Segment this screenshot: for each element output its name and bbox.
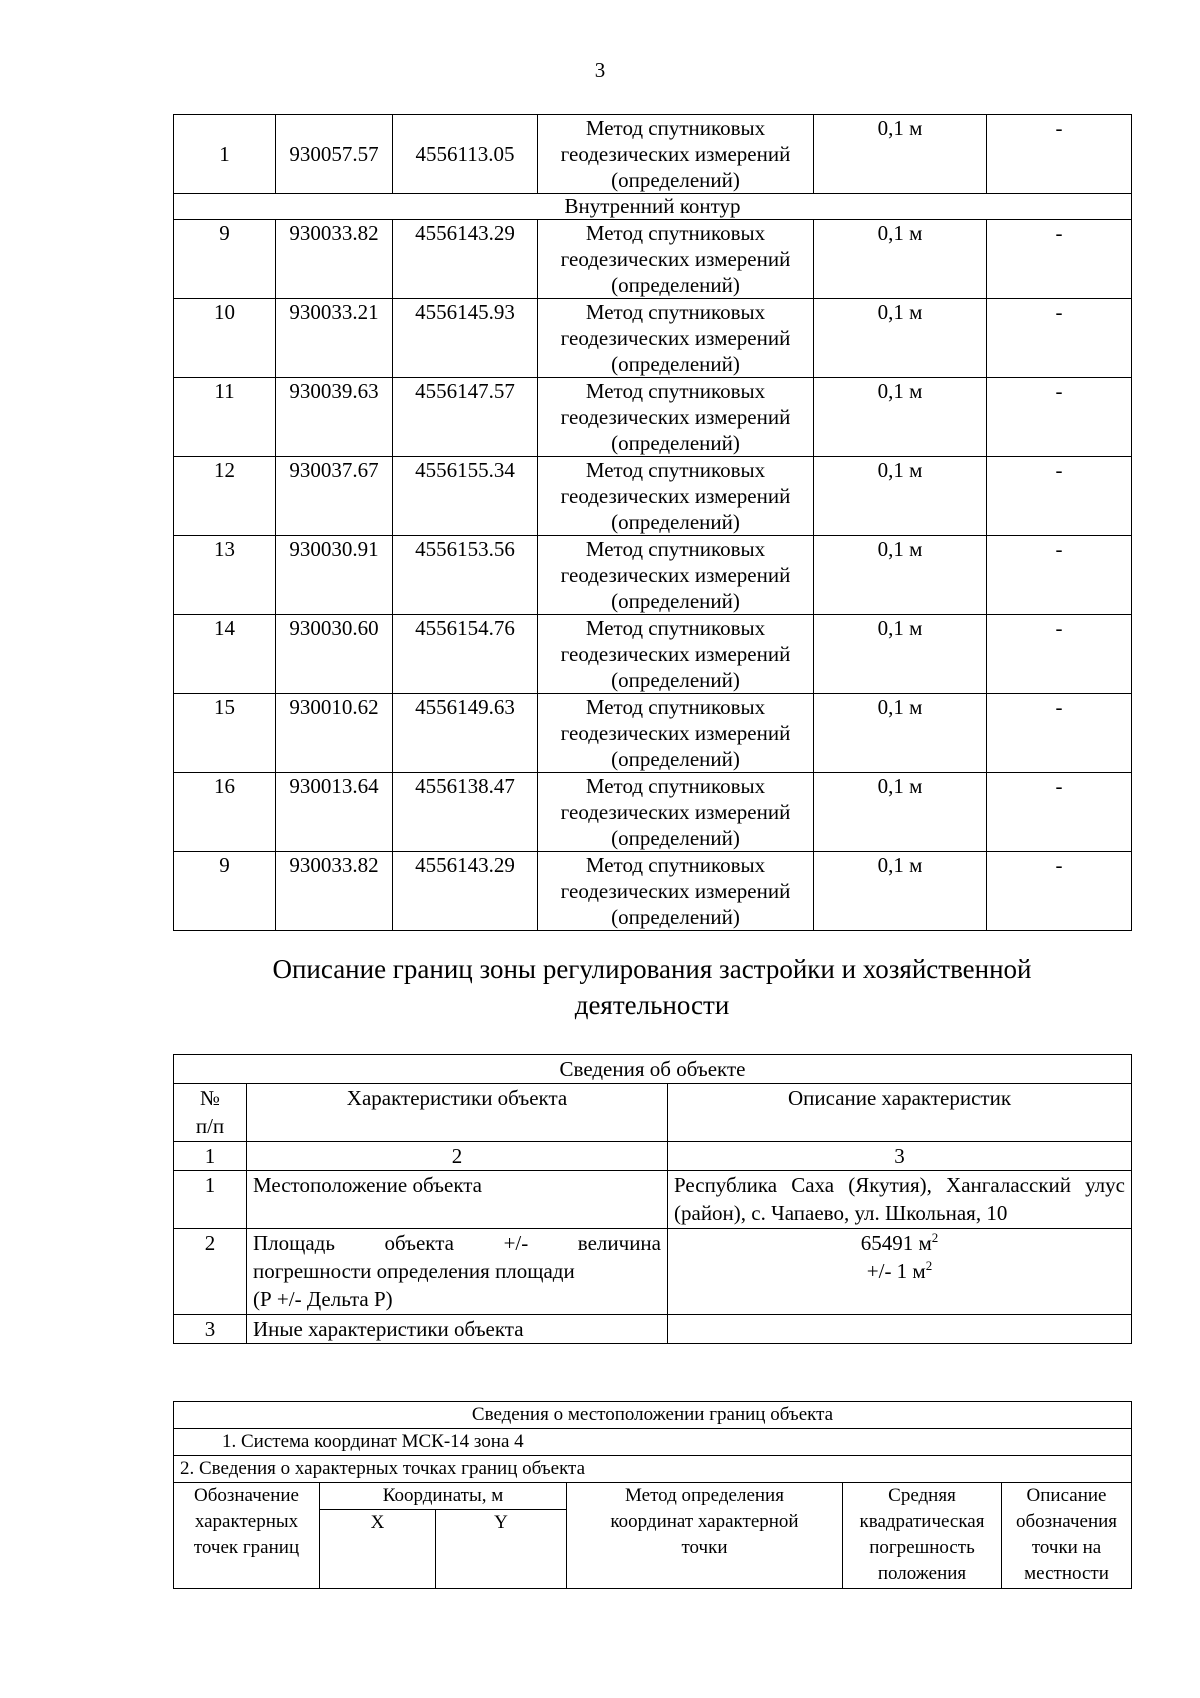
method-line: геодезических измерений xyxy=(560,142,791,166)
table-row xyxy=(174,299,1132,378)
header-designation xyxy=(174,1483,320,1589)
method-line: геодезических измерений xyxy=(560,721,791,745)
area-label-word: Площадь xyxy=(253,1231,335,1255)
point-description: - xyxy=(987,852,1132,931)
method-line: геодезических измерений xyxy=(560,484,791,508)
method-line: геодезических измерений xyxy=(560,247,791,271)
method xyxy=(538,694,814,773)
column-number-2: 2 xyxy=(247,1142,668,1171)
method-line: Метод спутниковых xyxy=(585,221,766,245)
method-line: геодезических измерений xyxy=(560,642,791,666)
error: 0,1 м xyxy=(814,115,987,194)
points-section-title: 2. Сведения о характерных точках границ объекта xyxy=(174,1456,1132,1483)
other-value xyxy=(668,1315,1132,1344)
header-line: точки xyxy=(681,1537,728,1558)
method-line: (определений) xyxy=(611,273,740,297)
coord-y: 4556153.56 xyxy=(393,536,538,615)
section-label: Внутренний контур xyxy=(174,194,1132,220)
header-line: квадратическая xyxy=(859,1511,985,1532)
area-value-text: 65491 м xyxy=(860,1231,932,1255)
header-description xyxy=(1002,1483,1132,1589)
error: 0,1 м xyxy=(814,536,987,615)
method-line: Метод спутниковых xyxy=(585,379,766,403)
method-line: геодезических измерений xyxy=(560,405,791,429)
header-error xyxy=(843,1483,1002,1589)
method xyxy=(538,115,814,194)
header-method xyxy=(567,1483,843,1589)
method xyxy=(538,615,814,694)
header-line: местности xyxy=(1024,1563,1109,1584)
area-value xyxy=(674,1229,1125,1257)
coord-y: 4556145.93 xyxy=(393,299,538,378)
coord-y: 4556143.29 xyxy=(393,220,538,299)
method-line: (определений) xyxy=(611,431,740,455)
header-line: Обозначение xyxy=(194,1485,299,1506)
table-row xyxy=(174,378,1132,457)
method xyxy=(538,457,814,536)
row-number: 1 xyxy=(174,1171,247,1229)
point-description: - xyxy=(987,536,1132,615)
method xyxy=(538,852,814,931)
point-number: 10 xyxy=(174,299,276,378)
coord-y: 4556155.34 xyxy=(393,457,538,536)
method-line: Метод спутниковых xyxy=(585,695,766,719)
error: 0,1 м xyxy=(814,694,987,773)
coord-y: 4556138.47 xyxy=(393,773,538,852)
area-label-first-line xyxy=(253,1229,661,1257)
method-line: (определений) xyxy=(611,168,740,192)
coordinates-table xyxy=(173,114,1132,931)
method-line: геодезических измерений xyxy=(560,800,791,824)
coord-y: 4556143.29 xyxy=(393,852,538,931)
method xyxy=(538,378,814,457)
area-error xyxy=(674,1257,1125,1285)
method xyxy=(538,299,814,378)
coord-x: 930013.64 xyxy=(276,773,393,852)
coord-y: 4556154.76 xyxy=(393,615,538,694)
area-error-text: +/- 1 м xyxy=(866,1259,926,1283)
error: 0,1 м xyxy=(814,457,987,536)
area-label-word: объекта xyxy=(384,1231,454,1255)
method-line: (определений) xyxy=(611,905,740,929)
method-line: (определений) xyxy=(611,747,740,771)
point-description: - xyxy=(987,378,1132,457)
method-line: (определений) xyxy=(611,352,740,376)
point-description: - xyxy=(987,457,1132,536)
area-label-word: величина xyxy=(577,1231,661,1255)
point-number: 13 xyxy=(174,536,276,615)
point-description: - xyxy=(987,694,1132,773)
method-line: геодезических измерений xyxy=(560,563,791,587)
method-line: Метод спутниковых xyxy=(585,300,766,324)
error: 0,1 м xyxy=(814,220,987,299)
table-row xyxy=(174,220,1132,299)
point-number: 12 xyxy=(174,457,276,536)
table-row xyxy=(174,615,1132,694)
inner-contour-row xyxy=(174,194,1132,220)
method-line: (определений) xyxy=(611,589,740,613)
header-number-line-2: п/п xyxy=(195,1114,225,1138)
header-characteristics: Характеристики объекта xyxy=(247,1084,668,1142)
coord-x: 930039.63 xyxy=(276,378,393,457)
location-value: Республика Саха (Якутия), Хангаласский улус (район), с. Чапаево, ул. Школьная, 10 xyxy=(668,1171,1132,1229)
method-line: Метод спутниковых xyxy=(585,458,766,482)
column-number-1: 1 xyxy=(174,1142,247,1171)
method-line: геодезических измерений xyxy=(560,879,791,903)
characteristic-area xyxy=(247,1229,668,1315)
section-title-line-2: деятельности xyxy=(574,990,730,1020)
header-coordinates: Координаты, м xyxy=(320,1483,567,1510)
table-row xyxy=(174,773,1132,852)
header-x: X xyxy=(320,1510,436,1589)
table-row xyxy=(174,115,1132,194)
section-title-line-1: Описание границ зоны регулирования застройки и хозяйственной xyxy=(272,954,1032,984)
method-line: (определений) xyxy=(611,668,740,692)
method-line: Метод спутниковых xyxy=(585,853,766,877)
area-value-superscript: 2 xyxy=(931,1230,939,1245)
row-number: 2 xyxy=(174,1229,247,1315)
page-number: 3 xyxy=(594,58,606,82)
point-description: - xyxy=(987,773,1132,852)
object-info-table xyxy=(173,1054,1132,1344)
coord-x: 930030.91 xyxy=(276,536,393,615)
coord-y: 4556149.63 xyxy=(393,694,538,773)
coord-x: 930037.67 xyxy=(276,457,393,536)
coord-y: 4556147.57 xyxy=(393,378,538,457)
area-label-line: (Р +/- Дельта Р) xyxy=(253,1287,393,1311)
area-label-line: погрешности определения площади xyxy=(253,1259,575,1283)
method xyxy=(538,773,814,852)
header-line: Метод определения xyxy=(625,1485,784,1506)
characteristic-other: Иные характеристики объекта xyxy=(247,1315,668,1344)
coord-x: 930057.57 xyxy=(276,115,393,194)
method-line: Метод спутниковых xyxy=(585,616,766,640)
section-title xyxy=(173,951,1131,1023)
method-line: геодезических измерений xyxy=(560,326,791,350)
point-number: 14 xyxy=(174,615,276,694)
point-description: - xyxy=(987,299,1132,378)
header-description: Описание характеристик xyxy=(668,1084,1132,1142)
coord-x: 930033.82 xyxy=(276,852,393,931)
point-number: 9 xyxy=(174,852,276,931)
header-line: точек границ xyxy=(193,1537,300,1558)
header-line: характерных xyxy=(194,1511,299,1532)
boundaries-table-title: Сведения о местоположении границ объекта xyxy=(174,1402,1132,1429)
method-line: (определений) xyxy=(611,826,740,850)
info-table-title: Сведения об объекте xyxy=(174,1055,1132,1084)
row-number: 3 xyxy=(174,1315,247,1344)
boundaries-table xyxy=(173,1401,1132,1589)
method-line: (определений) xyxy=(611,510,740,534)
point-number: 15 xyxy=(174,694,276,773)
error: 0,1 м xyxy=(814,852,987,931)
header-number-line-1: № xyxy=(199,1086,221,1110)
point-number: 16 xyxy=(174,773,276,852)
header-line: Средняя xyxy=(888,1485,956,1506)
table-row xyxy=(174,457,1132,536)
coord-y: 4556113.05 xyxy=(393,115,538,194)
header-line: обозначения xyxy=(1015,1511,1118,1532)
method xyxy=(538,220,814,299)
header-line: точки на xyxy=(1031,1537,1102,1558)
table-row xyxy=(174,694,1132,773)
method-line: Метод спутниковых xyxy=(585,116,766,140)
point-number: 11 xyxy=(174,378,276,457)
table-row xyxy=(174,536,1132,615)
point-number: 1 xyxy=(174,115,276,194)
point-description: - xyxy=(987,615,1132,694)
characteristic-location: Местоположение объекта xyxy=(247,1171,668,1229)
header-line: погрешность xyxy=(869,1537,975,1558)
header-line: координат характерной xyxy=(610,1511,799,1532)
error: 0,1 м xyxy=(814,773,987,852)
coordinate-system: 1. Система координат МСК-14 зона 4 xyxy=(174,1429,1132,1456)
column-number-3: 3 xyxy=(668,1142,1132,1171)
method xyxy=(538,536,814,615)
header-line: Описание xyxy=(1026,1485,1107,1506)
error: 0,1 м xyxy=(814,615,987,694)
header-y: Y xyxy=(436,1510,567,1589)
area-label-word: +/- xyxy=(503,1231,529,1255)
coord-x: 930010.62 xyxy=(276,694,393,773)
point-description: - xyxy=(987,220,1132,299)
area-error-superscript: 2 xyxy=(925,1258,933,1273)
coord-x: 930033.21 xyxy=(276,299,393,378)
point-number: 9 xyxy=(174,220,276,299)
header-line: положения xyxy=(877,1563,967,1584)
method-line: Метод спутниковых xyxy=(585,537,766,561)
method-line: Метод спутниковых xyxy=(585,774,766,798)
error: 0,1 м xyxy=(814,378,987,457)
coord-x: 930030.60 xyxy=(276,615,393,694)
table-row xyxy=(174,852,1132,931)
coord-x: 930033.82 xyxy=(276,220,393,299)
error: 0,1 м xyxy=(814,299,987,378)
point-description: - xyxy=(987,115,1132,194)
area-value-cell xyxy=(668,1229,1132,1315)
header-number xyxy=(174,1084,247,1142)
